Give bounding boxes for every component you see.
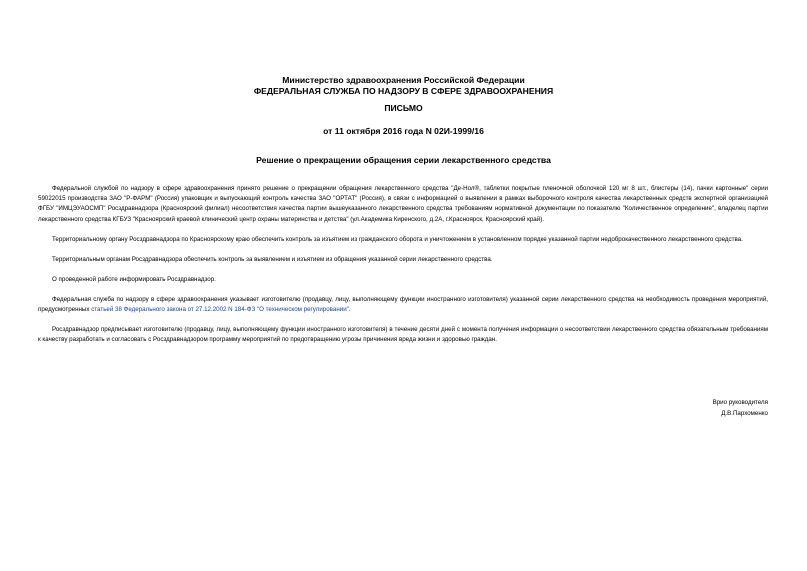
signatory-position: Врио руководителя bbox=[712, 399, 768, 406]
letter-body bbox=[38, 184, 768, 355]
law-reference-link[interactable]: статьей 38 Федерального закона от 27.12.2002 N 184-ФЗ "О техническом регулировании" bbox=[91, 305, 349, 313]
paragraph-manufacturer-notice-text: Федеральная служба по надзору в сфере здравоохранения указывает изготовителю (продавцу, лицу, выполняющему функции иностранного изготовителя) указанной серии лекарственного средства на необходимость проведения мероприятий, предусмотренных bbox=[38, 295, 768, 313]
ministry-title: Министерство здравоохранения Российской Федерации bbox=[282, 75, 525, 85]
paragraph-prescription: Росздравнадзор предписывает изготовителю (продавцу, лицу, выполняющему функции иностранного изготовителя) в течение десяти дней с момента получения информации о несоответствии лекарственного средства обязательным требованиям к качеству разработать и согласовать с Росздравнадзором программу мероприятий по предотвращению угрозы причинения вреда жизни и здоровью граждан. bbox=[38, 325, 768, 344]
service-title: ФЕДЕРАЛЬНАЯ СЛУЖБА ПО НАДЗОРУ В СФЕРЕ ЗДРАВООХРАНЕНИЯ bbox=[253, 86, 554, 96]
paragraph-report: О проведенной работе информировать Росздравнадзор. bbox=[52, 275, 216, 283]
paragraph-manufacturer-notice bbox=[38, 295, 768, 315]
document-subject: Решение о прекращении обращения серии лекарственного средства bbox=[256, 155, 551, 165]
paragraph-decision: Федеральной службой по надзору в сфере здравоохранения принято решение о прекращении обращения лекарственного средства "Де-Нол®, таблетки покрытые пленочной оболочкой 120 мг 8 шт., блистеры (14), пачки картонные" серии 59022015 производства ЗАО "Р-ФАРМ" (Россия) упаковщик и выпускающий контроль качества ЗАО "ОРТАТ" (Россия), в связи с информацией о выявлении в рамках выборочного контроля качества лекарственных средств экспертной организацией ФГБУ "ИМЦЭУАОСМП" Росздравнадзора (Красноярский филиал) несоответствия качества партии вышеуказанного лекарственного средства требованиям нормативной документации по показателю "Количественное определение", владелец партии лекарственного средства КГБУЗ "Красноярский краевой клинический центр охраны материнства и детства" (ул.Академика Киренского, д.2А, г.Красноярск, Красноярский край). bbox=[38, 185, 768, 223]
paragraph-regional-control: Территориальному органу Росздравнадзора по Красноярскому краю обеспечить контроль за изъятием из гражданского оборота и уничтожением в установленном порядке указанной партии недоброкачественного лекарственного средства. bbox=[52, 235, 743, 243]
document-type: ПИСЬМО bbox=[384, 103, 423, 113]
signatory-name: Д.В.Пархоменко bbox=[721, 409, 768, 417]
document-date-number: от 11 октября 2016 года N 02И-1999/16 bbox=[323, 126, 484, 136]
signature-block bbox=[713, 398, 768, 419]
paragraph-territorial-control: Территориальным органам Росздравнадзора обеспечить контроль за выявлением и изъятием из обращения указанной серии лекарственного средства. bbox=[52, 255, 493, 263]
paragraph-manufacturer-notice-end: . bbox=[348, 305, 351, 313]
